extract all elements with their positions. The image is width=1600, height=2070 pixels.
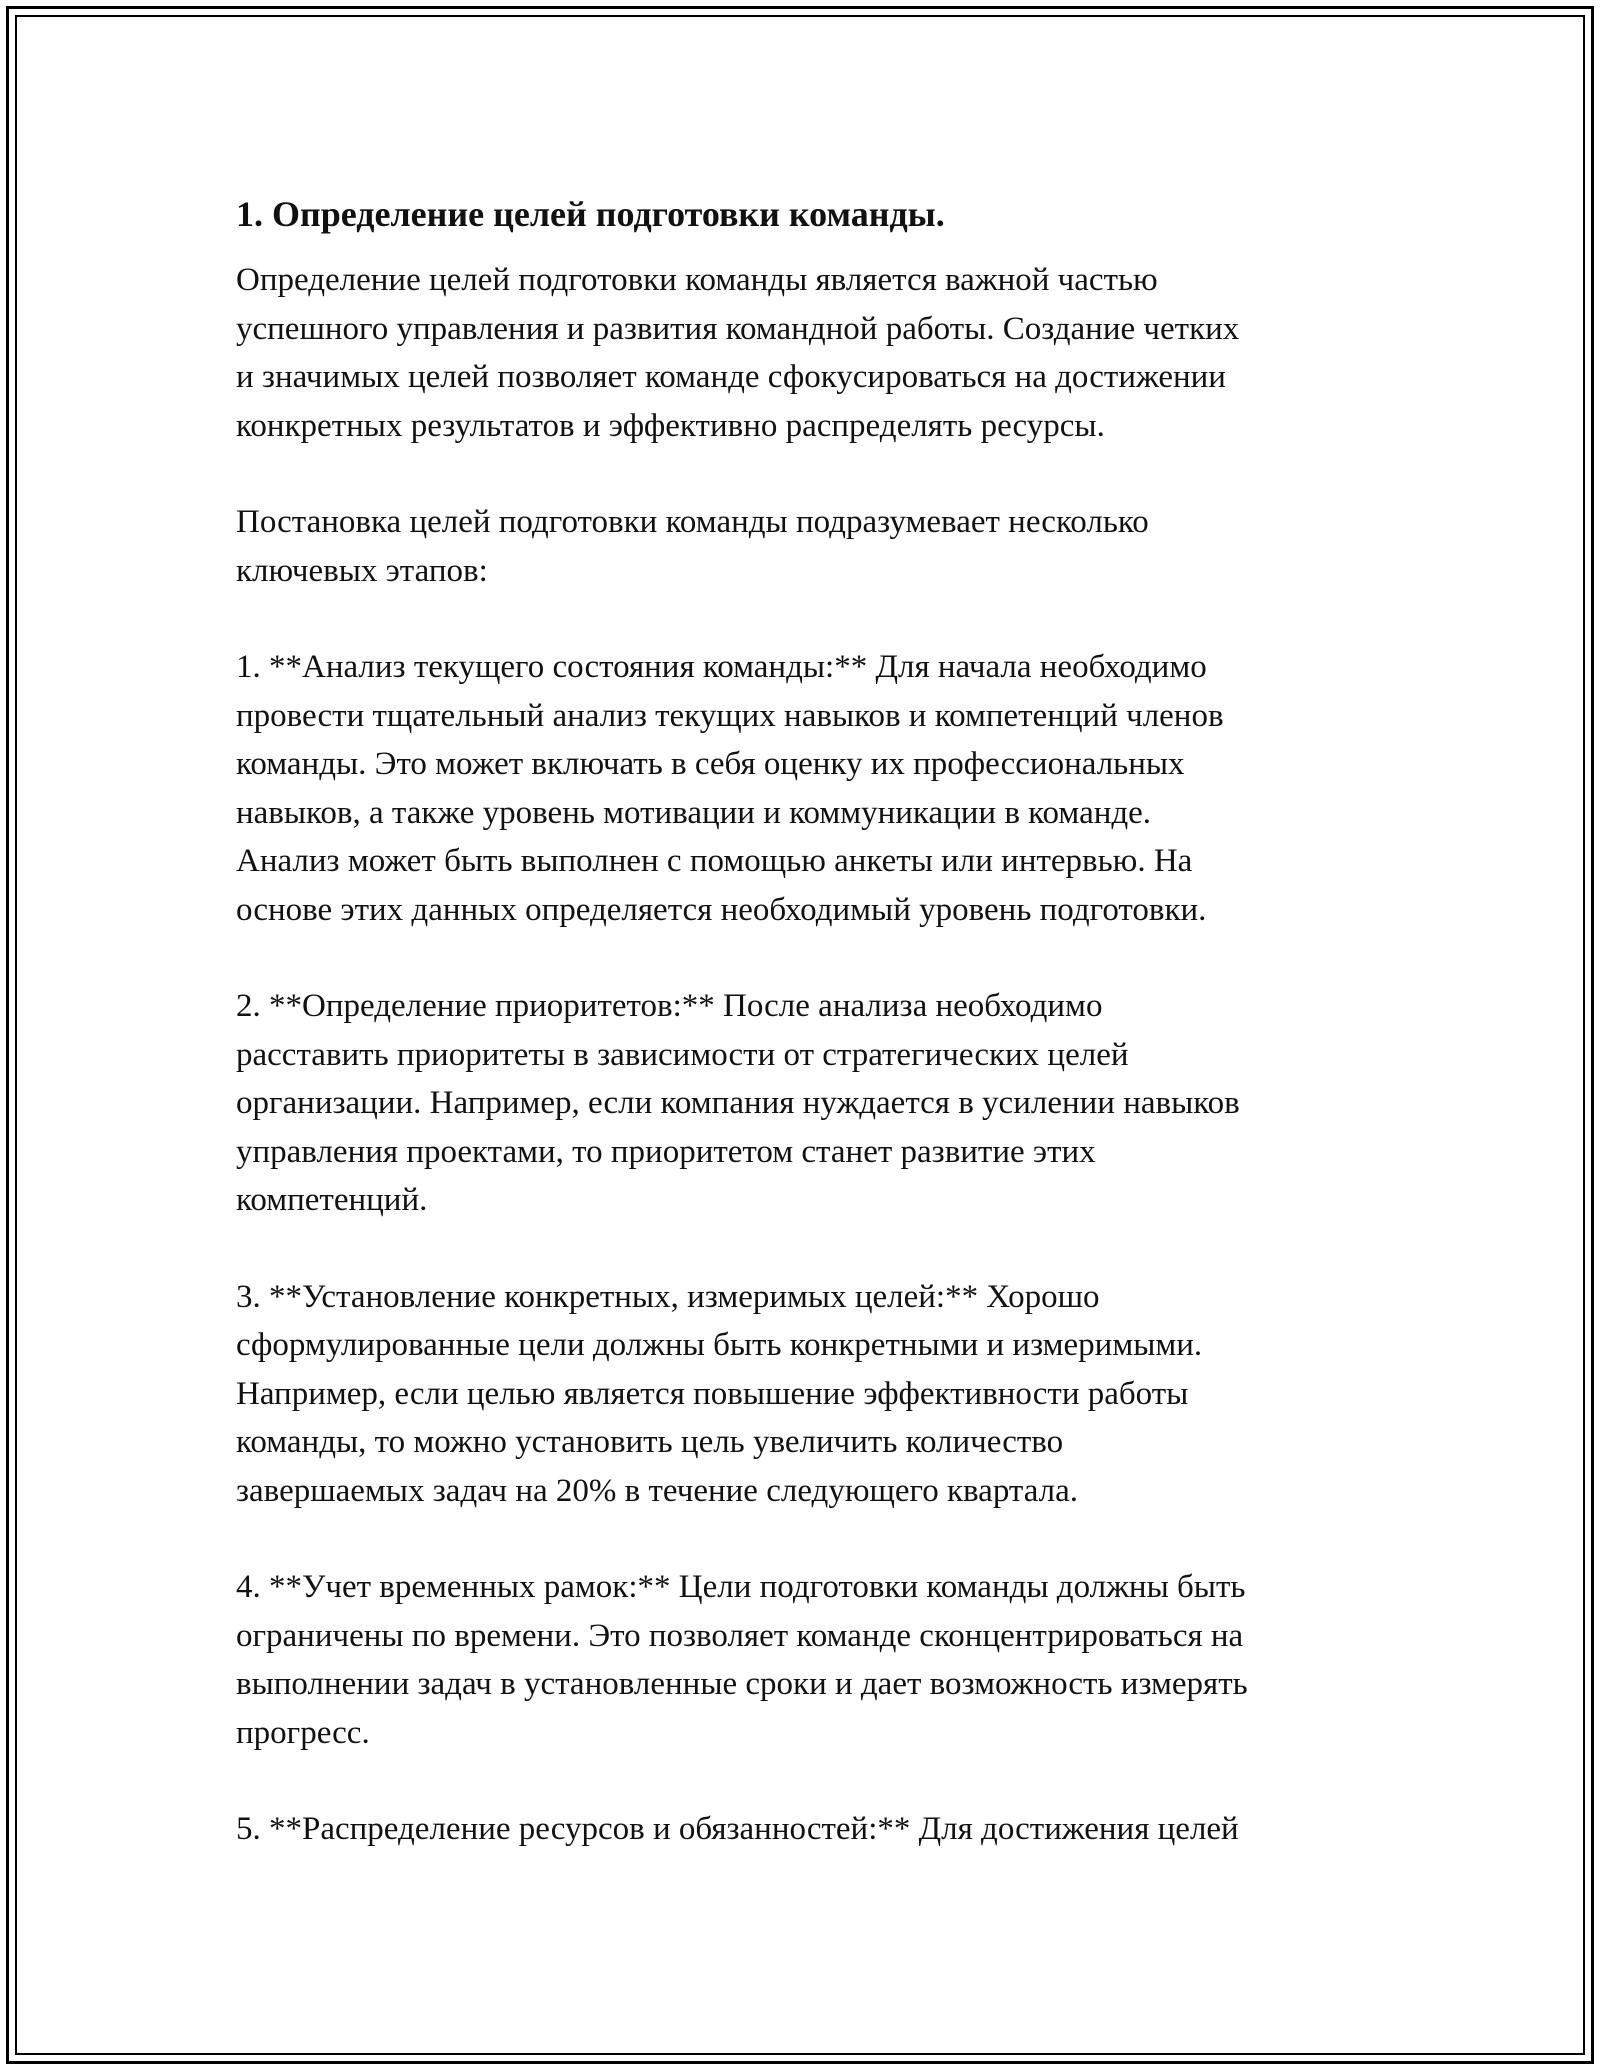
stage-3-paragraph — [236, 1273, 1386, 1516]
text-line: расставить приоритеты в зависимости от стратегических целей — [236, 1036, 1129, 1073]
document-body — [236, 186, 1386, 1902]
text-line: компетенций. — [236, 1182, 428, 1218]
text-line: навыков, а также уровень мотивации и коммуникации в команде. — [236, 794, 1152, 831]
text-line: 4. **Учет временных рамок:** Цели подготовки команды должны быть — [236, 1569, 1246, 1605]
stage-5-paragraph — [236, 1805, 1386, 1854]
stages-intro-paragraph — [236, 498, 1386, 595]
text-line: основе этих данных определяется необходимый уровень подготовки. — [236, 891, 1207, 928]
text-line: ограничены по времени. Это позволяет команде сконцентрироваться на — [236, 1617, 1244, 1654]
text-line: и значимых целей позволяет команде сфокусироваться на достижении — [236, 359, 1226, 395]
text-line: Например, если целью является повышение эффективности работы — [236, 1375, 1189, 1412]
stage-2-paragraph — [236, 982, 1386, 1225]
text-line: 1. **Анализ текущего состояния команды:** Для начала необходимо — [236, 649, 1207, 685]
text-line: ключевых этапов: — [236, 552, 488, 589]
text-line: Постановка целей подготовки команды подразумевает несколько — [236, 504, 1149, 540]
text-line: организации. Например, если компания нуждается в усилении навыков — [236, 1085, 1240, 1121]
intro-paragraph — [236, 256, 1386, 450]
text-line: выполнении задач в установленные сроки и дает возможность измерять — [236, 1666, 1248, 1702]
text-line: Анализ может быть выполнен с помощью анкеты или интервью. На — [236, 843, 1193, 879]
text-line: 5. **Распределение ресурсов и обязанностей:** Для достижения целей — [236, 1811, 1239, 1847]
text-line: провести тщательный анализ текущих навыков и компетенций членов — [236, 697, 1224, 734]
stage-1-paragraph — [236, 643, 1386, 934]
text-line: сформулированные цели должны быть конкретными и измеримыми. — [236, 1327, 1203, 1363]
text-line: успешного управления и развития командной работы. Создание четких — [236, 310, 1240, 347]
text-line: команды. Это может включать в себя оценку их профессиональных — [236, 746, 1185, 782]
text-line: команды, то можно установить цель увеличить количество — [236, 1424, 1064, 1460]
text-line: 2. **Определение приоритетов:** После анализа необходимо — [236, 988, 1103, 1024]
text-line: конкретных результатов и эффективно распределять ресурсы. — [236, 407, 1105, 444]
stage-4-paragraph — [236, 1563, 1386, 1757]
paragraph-list — [236, 256, 1386, 1854]
section-heading: 1. Определение целей подготовки команды. — [236, 194, 945, 234]
text-line: 3. **Установление конкретных, измеримых целей:** Хорошо — [236, 1278, 1100, 1315]
text-line: управления проектами, то приоритетом станет развитие этих — [236, 1133, 1096, 1170]
text-line: завершаемых задач на 20% в течение следующего квартала. — [236, 1472, 1079, 1509]
text-line: прогресс. — [236, 1714, 370, 1751]
text-line: Определение целей подготовки команды является важной частью — [236, 262, 1158, 298]
